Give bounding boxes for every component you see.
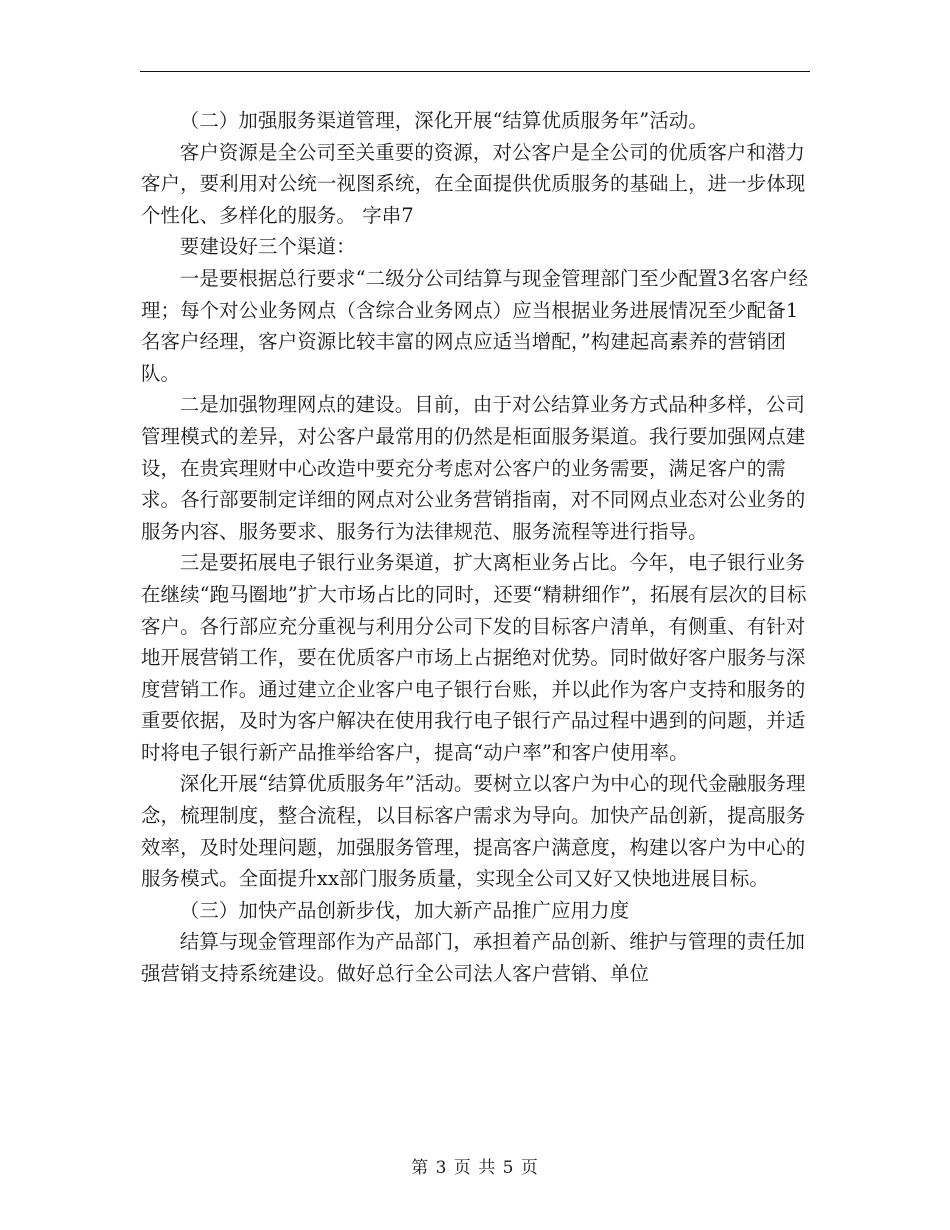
document-body: [141, 105, 813, 990]
page-number-footer: 第 3 页 共 5 页: [411, 1158, 539, 1178]
paragraph: 客户资源是全公司至关重要的资源，对公客户是全公司的优质客户和潜力客户，要利用对公统一视图系统，在全面提供优质服务的基础上，进一步体现个性化、多样化的服务。 字串7: [141, 140, 806, 227]
section-heading-3: （三）加快产品创新步伐，加大新产品推广应用力度: [179, 898, 630, 922]
header-rule: [140, 71, 810, 72]
paragraph: 要建设好三个渠道：: [179, 235, 356, 259]
paragraph: 一是要根据总行要求“二级分公司结算与现金管理部门至少配置3名客户经理；每个对公业务网点（含综合业务网点）应当根据业务进展情况至少配备1名客户经理，客户资源比较丰富的网点应适当增配，”构建起高素养的营销团队。: [141, 266, 809, 385]
section-heading-2: （二）加强服务渠道管理，深化开展“结算优质服务年”活动。: [179, 109, 708, 132]
paragraph: 二是加强物理网点的建设。目前，由于对公结算业务方式品种多样，公司管理模式的差异，对公客户最常用的仍然是柜面服务渠道。我行要加强网点建设，在贵宾理财中心改造中要充分考虑对公客户的业务需要，满足客户的需求。各行部要制定详细的网点对公业务营销指南，对不同网点业态对公业务的服务内容、服务要求、服务行为法律规范、服务流程等进行指导。: [141, 393, 806, 543]
paragraph: 三是要拓展电子银行业务渠道，扩大离柜业务占比。今年，电子银行业务在继续“跑马圈地”扩大市场占比的同时，还要“精耕细作”，拓展有层次的目标客户。各行部应充分重视与利用分公司下发的目标客户清单，有侧重、有针对地开展营销工作，要在优质客户市场上占据绝对优势。同时做好客户服务与深度营销工作。通过建立企业客户电子银行台账，并以此作为客户支持和服务的重要依据，及时为客户解决在使用我行电子银行产品过程中遇到的问题，并适时将电子银行新产品推举给客户，提高“动户率”和客户使用率。: [141, 551, 807, 764]
paragraph: 结算与现金管理部作为产品部门，承担着产品创新、维护与管理的责任加强营销支持系统建设。做好总行全公司法人客户营销、单位: [141, 930, 806, 986]
paragraph: 深化开展“结算优质服务年”活动。要树立以客户为中心的现代金融服务理念，梳理制度，整合流程，以目标客户需求为导向。加快产品创新，提高服务效率，及时处理问题，加强服务管理，提高客户满意度，构建以客户为中心的服务模式。全面提升xx部门服务质量，实现全公司又好又快地进展目标。: [141, 772, 806, 891]
